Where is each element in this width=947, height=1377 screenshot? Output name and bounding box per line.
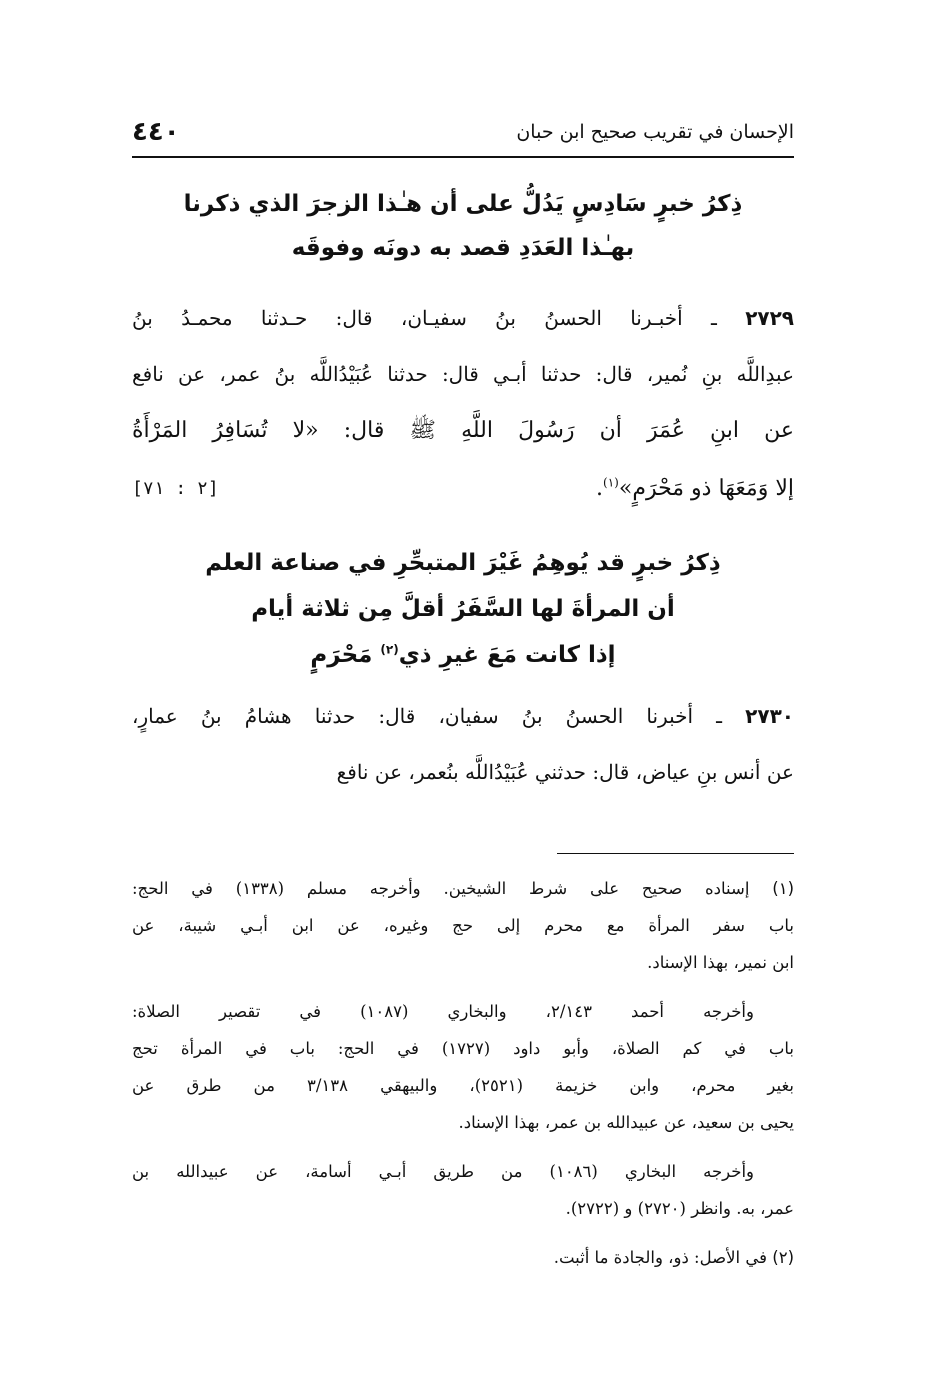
hadith-2729-line-4 (596, 476, 794, 501)
footnote-1-para-2 (132, 993, 794, 1141)
footnote-1-para-3 (132, 1153, 794, 1227)
footnote-1-para-2-line-3: بغير محرم، وابن خزيمة (٢٥٢١)، والبيهقي ٣/١٣٨ من طرق عن (132, 1076, 794, 1095)
heading-2-line-3-after: مَحْرَمٍ (310, 642, 381, 668)
footnote-2-marker: (٢) (772, 1248, 794, 1267)
page-number: ٤٤٠ (132, 117, 180, 147)
heading-1-line-1: ذِكرُ خبرٍ سَادِسٍ يَدُلُّ على أن هـٰذا الزجرَ الذي ذكرنا (183, 191, 743, 217)
footnote-1-line-1 (132, 870, 794, 907)
footnote-2 (132, 1239, 794, 1276)
footnote-divider (557, 853, 794, 854)
footnote-2-line-1 (132, 1239, 794, 1276)
heading-1-line-2: بهـٰذا العَدَدِ قصد به دونَه وفوقَه (291, 235, 635, 261)
footnote-1-para-3-line-2: عمر، به. وانظر (٢٧٢٠) و (٢٧٢٢). (565, 1199, 794, 1218)
hadith-number: ٢٧٢٩ (745, 306, 795, 330)
hadith-2730-line-1-text: ـ أخبرنا الحسنُ بنُ سفيان، قال: حدثنا هشامُ بنُ عمارٍ، (132, 704, 723, 728)
footnote-1-para-2-line-4: يحيى بن سعيد، عن عبيدالله بن عمر، بهذا الإسناد. (458, 1113, 794, 1132)
footnote-1-para-2-line-2: باب في كم الصلاة، وأبو داود (١٧٢٧) في الحج: باب في المرأة تحج (132, 1039, 794, 1058)
hadith-2729-line-4-text: إلا وَمَعَهَا ذو مَحْرَمٍ» (618, 475, 794, 501)
header-divider (132, 156, 794, 158)
hadith-2729-line-3: عن ابنِ عُمَرَ أن رَسُولَ اللَّهِ ﷺ قال: «لا تُسَافِرُ المَرْأَةُ (132, 418, 794, 443)
footnote-ref-1[interactable]: (١) (603, 475, 619, 490)
footnote-1 (132, 870, 794, 981)
footnote-1-line-1-text: إسناده صحيح على شرط الشيخين. وأخرجه مسلم (١٣٣٨) في الحج: (132, 879, 750, 898)
hadith-number: ٢٧٣٠ (745, 704, 794, 728)
heading-2-line-1: ذِكرُ خبرٍ قد يُوهِمُ غَيْرَ المتبحِّرِ في صناعة العلم (205, 550, 721, 576)
running-header (132, 112, 794, 152)
hadith-2729-line-1 (132, 290, 794, 346)
heading-2-line-3-before: إذا كانت مَعَ غيرِ ذي (398, 642, 616, 668)
hadith-2729-line-2: عبدِاللَّه بنِ نُمير، قال: حدثنا أبـي قال: حدثنا عُبَيْدُاللَّه بنُ عمر، عن نافع (132, 362, 794, 386)
footnote-1-para-2-line-1: وأخرجه أحمد ٢/١٤٣، والبخاري (١٠٨٧) في تقصير الصلاة: (132, 1002, 754, 1021)
hadith-2729 (132, 290, 794, 516)
hadith-2730-line-2: عن أنس بنِ عياض، قال: حدثني عُبَيْدُاللَّه بنُعمر، عن نافع (336, 760, 794, 784)
heading-2-line-2: أن المرأةَ لها السَّفَرُ أقلَّ مِن ثلاثة أيام (251, 596, 675, 622)
hadith-2730 (132, 688, 794, 800)
footnotes (132, 870, 794, 1276)
footnote-1-marker: (١) (772, 879, 795, 898)
footnote-ref-2[interactable]: (٢) (380, 642, 399, 657)
footnote-1-line-3: ابن نمير، بهذا الإسناد. (647, 953, 794, 972)
hadith-2729-line-1-text: ـ أخبـرنا الحسنُ بنُ سفيـان، قال: حـدثنا محمـدُ بنُ (132, 306, 717, 330)
hadith-2730-line-1 (132, 688, 794, 744)
hadith-2729-line-4-row (132, 460, 794, 516)
section-heading-1 (132, 182, 794, 270)
footnote-1-para-3-line-1: وأخرجه البخاري (١٠٨٦) من طريق أبـي أسامة، عن عبيدالله بن (132, 1162, 755, 1181)
header-title: الإحسان في تقريب صحيح ابن حبان (516, 121, 794, 143)
footnote-2-text: في الأصل: ذو، والجادة ما أثبت. (553, 1248, 767, 1267)
footnote-1-line-2: باب سفر المرأة مع محرم إلى حج وغيره، عن ابن أبـي شيبة، عن (132, 916, 794, 935)
section-heading-2 (132, 540, 794, 678)
hadith-2729-line-4-end: . (596, 475, 604, 501)
heading-2-line-3 (132, 632, 794, 678)
source-reference: [٢ : ٧١] (132, 477, 219, 499)
